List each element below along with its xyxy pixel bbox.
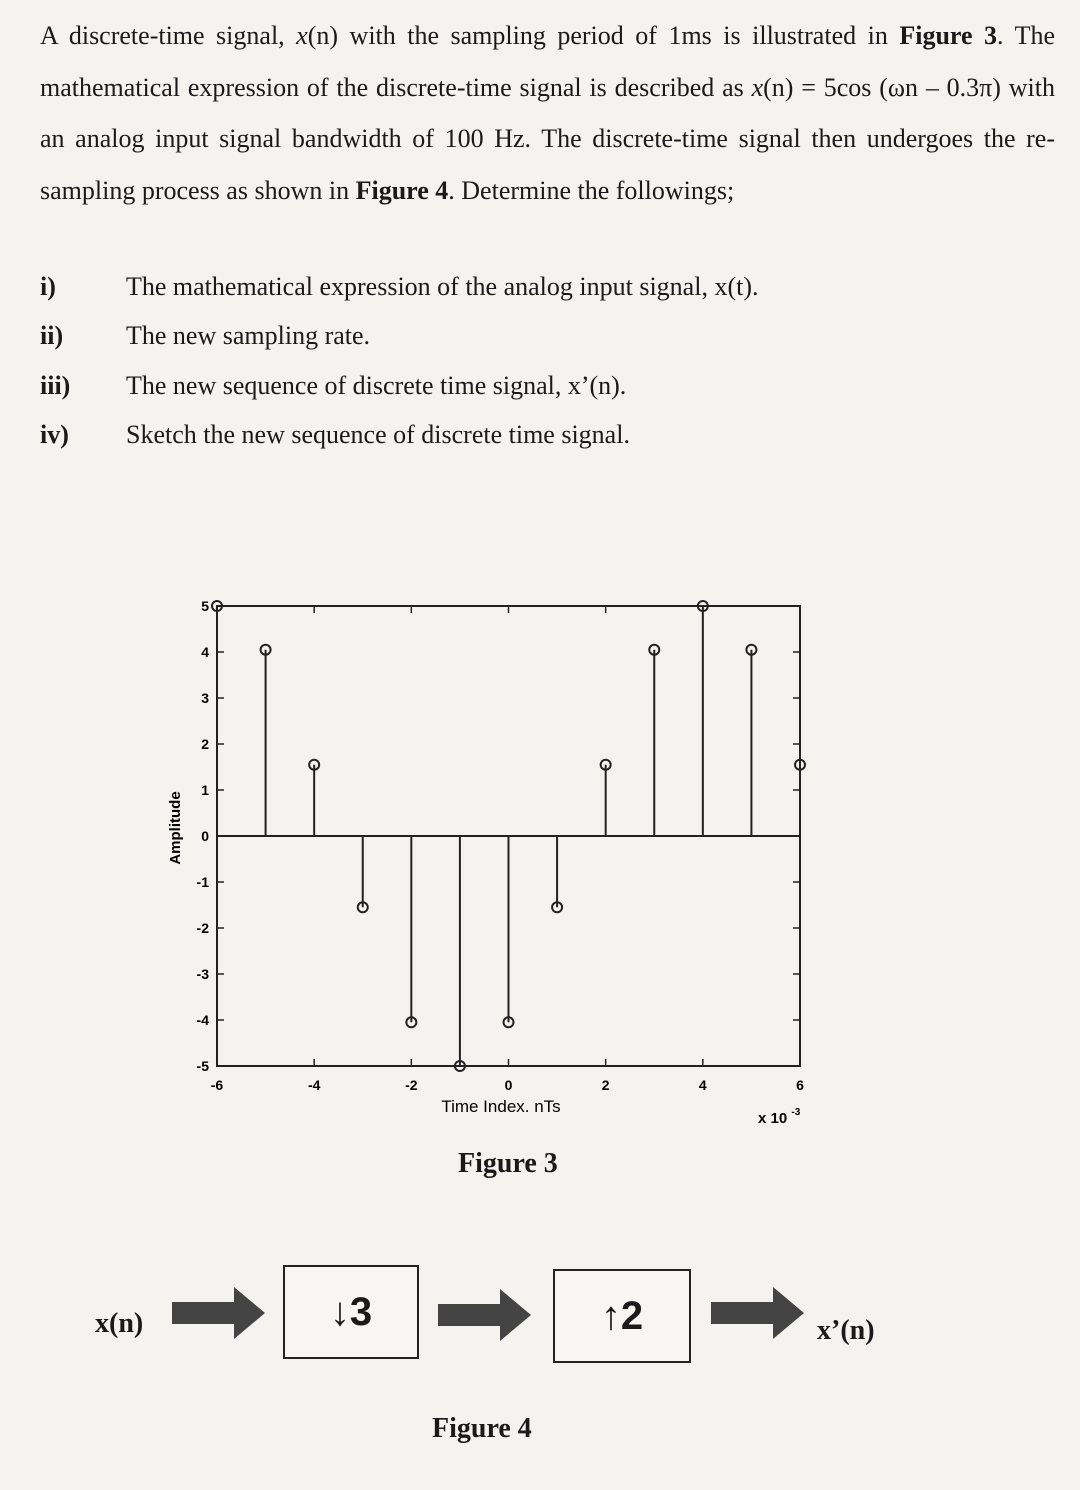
y-tick-label: -1 [196, 874, 209, 890]
problem-statement [40, 10, 1055, 216]
figure4-caption: Figure 4 [432, 1413, 532, 1444]
question-number: ii) [40, 321, 64, 350]
input-signal-label: x(n) [95, 1308, 144, 1339]
intro-text-3: . The mathematical expression of the discrete-time signal is described as [40, 21, 1055, 102]
arrow-right-icon [711, 1285, 806, 1341]
figure3-caption: Figure 3 [458, 1148, 558, 1179]
x-multiplier [758, 1107, 801, 1127]
question-text: The new sequence of discrete time signal, x’(n). [126, 371, 627, 400]
x-tick-label: 4 [698, 1077, 707, 1093]
output-signal-label: x’(n) [817, 1315, 875, 1346]
y-axis-label: Amplitude [167, 791, 184, 865]
y-tick-label: -5 [196, 1058, 209, 1074]
x-tick-label: -2 [405, 1077, 418, 1093]
x-tick-label: -4 [307, 1077, 321, 1093]
y-tick-label: 1 [201, 782, 209, 798]
question-text: The new sampling rate. [126, 321, 371, 350]
intro-text-2: (n) with the sampling period of 1ms is illustrated in [307, 21, 900, 50]
question-number: iv) [40, 420, 69, 449]
y-tick-label: 5 [201, 598, 209, 614]
x-multiplier-exponent: -3 [791, 1107, 801, 1118]
y-tick-label: -2 [196, 920, 209, 936]
x-tick-label: -6 [210, 1077, 224, 1093]
x-tick-label: 6 [796, 1077, 804, 1093]
intro-text-1: A discrete-time signal, [40, 21, 297, 50]
question-text: Sketch the new sequence of discrete time signal. [126, 420, 630, 449]
axis-ticks [197, 598, 805, 1093]
y-tick-label: 3 [201, 690, 209, 706]
figure3-reference: Figure 3 [899, 21, 998, 50]
y-tick-label: -4 [196, 1012, 209, 1028]
upsample-block: ↑2 [553, 1269, 691, 1363]
y-tick-label: 2 [201, 736, 209, 752]
x-tick-label: 0 [504, 1077, 513, 1093]
downsample-block: ↓3 [283, 1265, 419, 1359]
question-number: iii) [40, 371, 71, 400]
y-tick-label: 0 [201, 828, 209, 844]
stem-chart [150, 590, 850, 1150]
x-axis-label: Time Index. nTs [441, 1097, 561, 1116]
intro-xn-symbol-2: x [751, 72, 764, 102]
question-text: The mathematical expression of the analog input signal, x(t). [126, 272, 759, 301]
arrow-right-icon [172, 1285, 267, 1341]
y-tick-label: -3 [196, 966, 209, 982]
question-number: i) [40, 272, 56, 301]
intro-text-5: . Determine the followings; [448, 175, 735, 205]
figure4-reference: Figure 4 [355, 175, 449, 205]
intro-xn-symbol: x [296, 21, 308, 50]
arrow-right-icon [438, 1287, 533, 1343]
x-multiplier-base: x 10 [758, 1110, 788, 1127]
intro-text-4: (n) = 5cos (ωn – 0.3π) with an analog input signal bandwidth of 100 Hz. The discrete-time signal then undergoes the re-sampling process as shown in [40, 72, 1055, 205]
y-tick-label: 4 [201, 644, 209, 660]
x-tick-label: 2 [601, 1077, 610, 1093]
